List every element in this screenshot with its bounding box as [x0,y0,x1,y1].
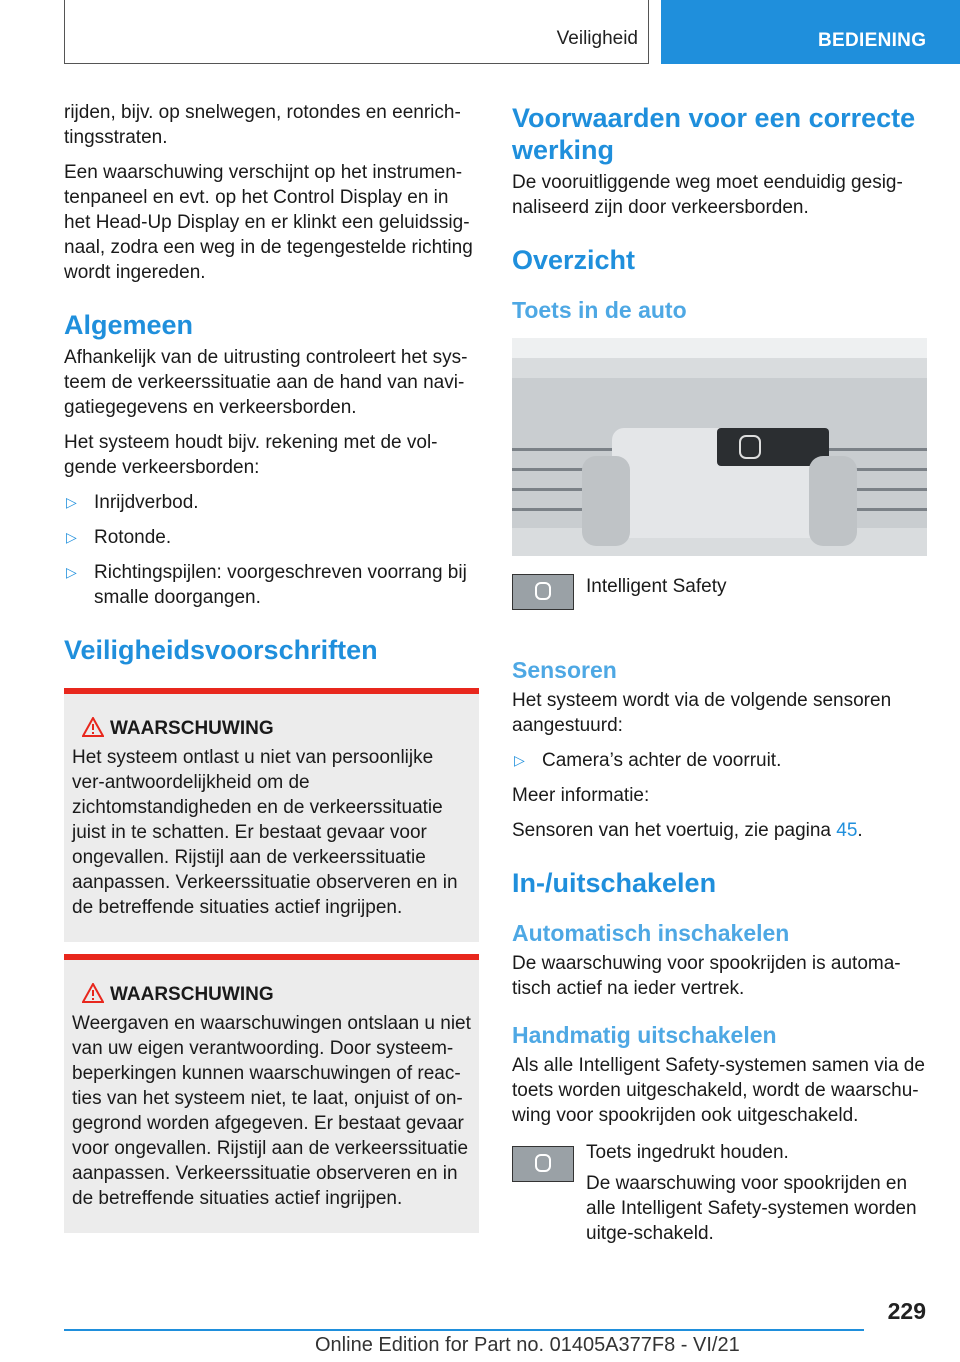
intro-paragraph: rijden, bijv. op snelwegen, rotondes en eenrich-tingsstraten. [64,102,461,148]
heading-in-uitschakelen: In-/uitschakelen [512,868,717,898]
warning-triangle-icon [82,983,104,1003]
warning-box [64,954,479,1233]
sensoren-reference: Sensoren van het voertuig, zie pagina 45. [512,820,863,841]
heading-toets-in-de-auto: Toets in de auto [512,297,687,323]
triangle-bullet-icon: ▷ [66,494,77,510]
list-item: ▷ Rotonde. [66,527,172,548]
footer-divider [64,1329,864,1331]
voorwaarden-text: De vooruitliggende weg moet eenduidig gesig-naliseerd zijn door verkeersborden. [512,172,903,218]
list-item: ▷ Inrijdverbod. [66,492,199,513]
warning-triangle-icon [82,717,104,737]
heading-voorwaarden: Voorwaarden voor een correcte werking [512,103,916,165]
header-tab-label: BEDIENING [818,30,927,51]
triangle-bullet-icon: ▷ [66,564,77,580]
heading-automatisch: Automatisch inschakelen [512,920,790,946]
legend-label: Intelligent Safety [586,576,727,597]
heading-veiligheidsvoorschriften: Veiligheidsvoorschriften [64,635,378,665]
meer-informatie: Meer informatie: [512,785,650,806]
warning-text: Het systeem ontlast u niet van persoonlijke ver-antwoordelijkheid om de zichtomstandigheden en de verkeerssituatie juist in te schatten. Er bestaat gevaar voor ongevallen. Rijstijl aan de verkeerssituatie aanpassen. Verkeerssituatie observeren en in de betreffende situaties actief ingrijpen. [72,747,458,918]
intelligent-safety-button-icon [512,1146,574,1182]
step-text: Toets ingedrukt houden. [586,1142,789,1163]
page-link[interactable]: 45 [836,820,858,841]
warning-text: Weergaven en waarschuwingen ontslaan u niet van uw eigen verantwoording. Door systeem-beperkingen kunnen waarschuwingen of reac-ties van het systeem niet, te laat, onjuist of on-gegrond worden afgegeven. Er bestaat gevaar voor ongevallen. Rijstijl aan de verkeerssituatie aanpassen. Verkeerssituatie observeren en in de betreffende situaties actief ingrijpen. [72,1013,471,1209]
left-column [64,100,479,1233]
footer-edition: Online Edition for Part no. 01405A377F8 - VI/21 [315,1334,740,1356]
warning-title: WAARSCHUWING [110,718,274,739]
step-text: De waarschuwing voor spookrijden en alle Intelligent Safety-systemen worden uitge-schakeld. [586,1173,917,1244]
list-item: ▷ Richtingspijlen: voorgeschreven voorrang bij smalle doorgangen. [66,562,467,608]
right-column [512,100,927,1254]
header-section-title: Veiligheid [556,28,638,49]
algemeen-paragraph: Afhankelijk van de uitrusting controleert het sys-teem de verkeerssituatie aan de hand van navi-gatiegegevens en verkeersborden. [64,347,468,418]
warning-title: WAARSCHUWING [110,984,274,1005]
dashboard-button-photo [512,338,927,556]
legend-intelligent-safety [512,574,927,636]
heading-algemeen: Algemeen [64,310,194,340]
intelligent-safety-button-icon [512,574,574,610]
header-tab-bediening[interactable] [661,0,960,64]
heading-overzicht: Overzicht [512,245,636,275]
step-button-hold [512,1140,927,1246]
triangle-bullet-icon: ▷ [66,529,77,545]
automatisch-text: De waarschuwing voor spookrijden is automa-tisch actief na ieder vertrek. [512,953,901,999]
algemeen-paragraph: Het systeem houdt bijv. rekening met de vol-gende verkeersborden: [64,432,438,478]
sensoren-text: Het systeem wordt via de volgende sensoren aangestuurd: [512,690,892,736]
page-number: 229 [887,1298,926,1324]
handmatig-text: Als alle Intelligent Safety-systemen samen via de toets worden uitgeschakeld, wordt de waarschu-wing voor spookrijden ook uitgeschakeld. [512,1055,925,1126]
heading-handmatig: Handmatig uitschakelen [512,1022,777,1048]
triangle-bullet-icon: ▷ [514,752,525,768]
heading-sensoren: Sensoren [512,657,617,683]
intro-paragraph: Een waarschuwing verschijnt op het instrumen-tenpaneel en evt. op het Control Display en in het Head-Up Display en er klinkt een geluidssig-naal, zodra een weg in de tegengestelde richting wordt ingereden. [64,162,473,283]
warning-box [64,688,479,942]
list-item: ▷ Camera’s achter de voorruit. [514,750,782,771]
